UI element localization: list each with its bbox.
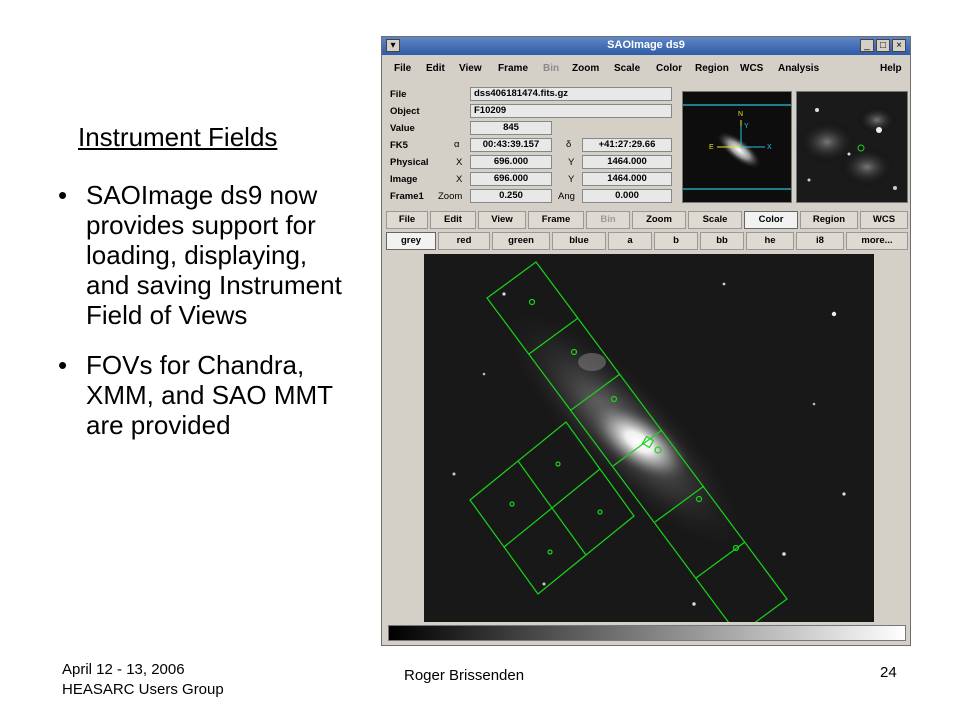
button-scale[interactable]: Scale xyxy=(688,211,742,229)
footer-author: Roger Brissenden xyxy=(404,667,525,684)
button-bar xyxy=(386,211,908,229)
frame-label: Frame1 xyxy=(390,191,424,202)
axis-y-label: Y xyxy=(744,123,749,130)
object-value: F10209 xyxy=(470,104,672,118)
menu-help[interactable]: Help xyxy=(880,63,902,74)
slide-title: Instrument Fields xyxy=(78,122,278,152)
button-zoom[interactable]: Zoom xyxy=(632,211,686,229)
ra-value: 00:43:39.157 xyxy=(470,138,552,152)
magnifier-thumbnail xyxy=(796,91,908,203)
compass-east-label: E xyxy=(709,144,714,151)
image-y-value: 1464.000 xyxy=(582,172,672,186)
bullet-list xyxy=(50,180,350,460)
image-x-label: X xyxy=(456,174,463,185)
menu-bar xyxy=(382,57,910,79)
zoom-value: 0.250 xyxy=(470,189,552,203)
physical-label: Physical xyxy=(390,157,429,168)
button-file[interactable]: File xyxy=(386,211,428,229)
physical-y-label: Y xyxy=(568,157,575,168)
colormap-blue[interactable]: blue xyxy=(552,232,606,250)
menu-analysis[interactable]: Analysis xyxy=(778,63,820,74)
colormap-green[interactable]: green xyxy=(492,232,550,250)
image-x-value: 696.000 xyxy=(470,172,552,186)
button-wcs[interactable]: WCS xyxy=(860,211,908,229)
menu-zoom[interactable]: Zoom xyxy=(572,63,600,74)
dec-value: +41:27:29.66 xyxy=(582,138,672,152)
colormap-more[interactable]: more... xyxy=(846,232,908,250)
window-menu-icon[interactable]: ▾ xyxy=(386,39,400,52)
menu-file[interactable]: File xyxy=(394,63,412,74)
maximize-icon[interactable]: □ xyxy=(876,39,890,52)
ds9-window xyxy=(381,36,911,646)
object-label: Object xyxy=(390,106,420,117)
menu-region[interactable]: Region xyxy=(695,63,729,74)
colormap-a[interactable]: a xyxy=(608,232,652,250)
button-color[interactable]: Color xyxy=(744,211,798,229)
menu-color[interactable]: Color xyxy=(656,63,683,74)
button-edit[interactable]: Edit xyxy=(430,211,476,229)
colormap-b[interactable]: b xyxy=(654,232,698,250)
button-frame[interactable]: Frame xyxy=(528,211,584,229)
zoom-label: Zoom xyxy=(438,191,463,202)
menu-frame[interactable]: Frame xyxy=(498,63,529,74)
angle-label: Ang xyxy=(558,191,575,202)
colormap-grey[interactable]: grey xyxy=(386,232,436,250)
menu-scale[interactable]: Scale xyxy=(614,63,641,74)
footer-left xyxy=(62,660,224,700)
colormap-red[interactable]: red xyxy=(438,232,490,250)
footer-group: HEASARC Users Group xyxy=(62,681,224,698)
colormap-he[interactable]: he xyxy=(746,232,794,250)
button-view[interactable]: View xyxy=(478,211,526,229)
minimize-icon[interactable]: _ xyxy=(860,39,874,52)
delta-symbol: δ xyxy=(566,139,572,150)
image-canvas[interactable] xyxy=(424,254,874,622)
colormap-bb[interactable]: bb xyxy=(700,232,744,250)
file-value: dss406181474.fits.gz xyxy=(470,87,672,101)
colorbar[interactable] xyxy=(388,625,906,641)
panner-thumbnail[interactable] xyxy=(682,91,792,203)
bullet-item-fovs-provided: • FOVs for Chandra, XMM, and SAO MMT are provided xyxy=(50,350,350,440)
menu-wcs[interactable]: WCS xyxy=(740,63,764,74)
menu-view[interactable]: View xyxy=(459,63,482,74)
magnifier-image xyxy=(797,92,908,203)
footer-date: April 12 - 13, 2006 xyxy=(62,661,185,678)
galaxy-image xyxy=(424,254,874,622)
physical-x-label: X xyxy=(456,157,463,168)
menu-bin[interactable]: Bin xyxy=(543,63,560,74)
colormap-bar xyxy=(386,232,908,250)
pixel-value: 845 xyxy=(470,121,552,135)
image-label: Image xyxy=(390,174,418,185)
menu-edit[interactable]: Edit xyxy=(426,63,445,74)
physical-y-value: 1464.000 xyxy=(582,155,672,169)
file-label: File xyxy=(390,89,407,100)
button-region[interactable]: Region xyxy=(800,211,858,229)
page-number: 24 xyxy=(880,664,897,681)
button-bin[interactable]: Bin xyxy=(586,211,630,229)
value-label: Value xyxy=(390,123,415,134)
fk5-label: FK5 xyxy=(390,140,408,151)
colormap-i8[interactable]: i8 xyxy=(796,232,844,250)
alpha-symbol: α xyxy=(454,139,460,150)
window-title: SAOImage ds9 xyxy=(607,39,685,51)
panner-image xyxy=(683,92,792,203)
close-icon[interactable]: × xyxy=(892,39,906,52)
image-y-label: Y xyxy=(568,174,575,185)
window-titlebar[interactable] xyxy=(382,37,910,55)
angle-value: 0.000 xyxy=(582,189,672,203)
physical-x-value: 696.000 xyxy=(470,155,552,169)
axis-x-label: X xyxy=(767,144,772,151)
bullet-item-ds9-support: • SAOImage ds9 now provides support for loading, displaying, and saving Instrument Field of Views xyxy=(50,180,350,330)
compass-north-label: N xyxy=(738,111,744,118)
